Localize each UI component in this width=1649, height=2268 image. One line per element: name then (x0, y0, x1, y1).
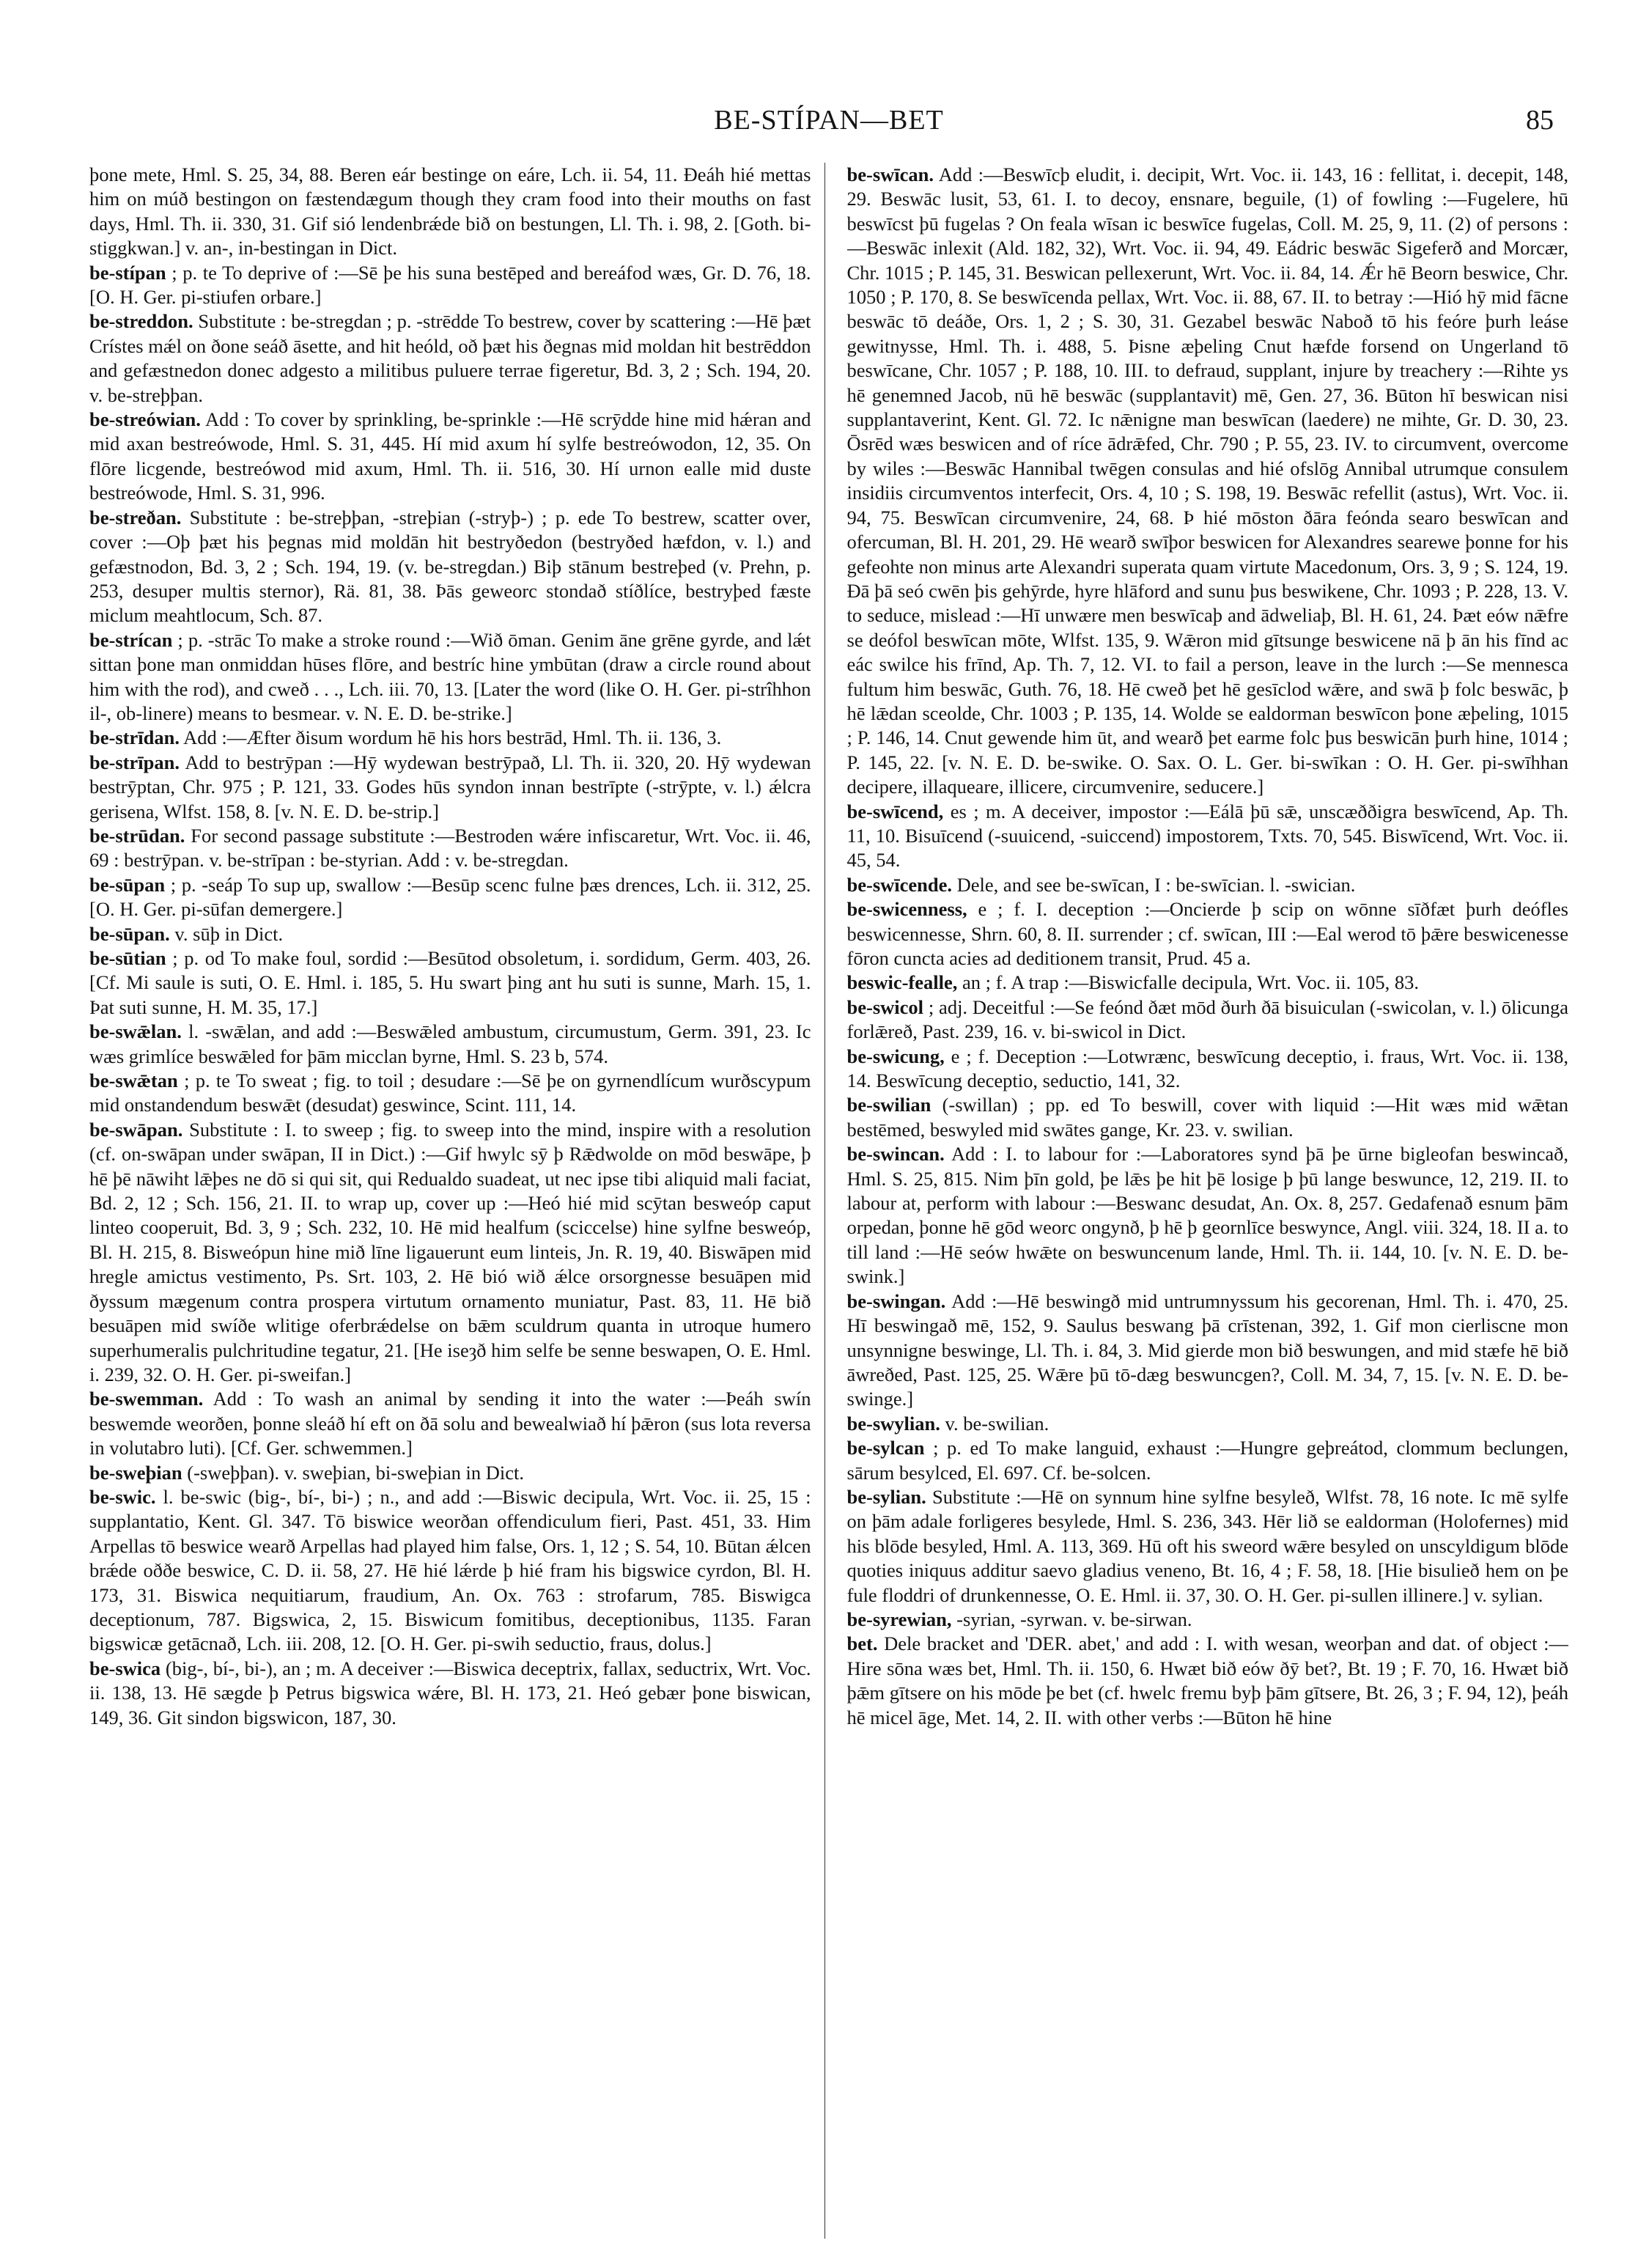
entry-headword: be-syrewian, (846, 1608, 952, 1630)
entry-headword: be-streðan. (89, 506, 182, 529)
entry-headword: beswic-fealle, (846, 971, 958, 994)
entry-text: Add : I. to labour for :—Laboratores synd þā þe ūrne bigleofan beswincað, Hml. S. 25, 815. Nim þīn gold, þe lǣs þe hit þē losige þ þū lange beswunce, 12, 219. II. to labour at, perform with labour :—Beswanc desudat, An. Ox. 8, 257. Gedafenað esnum þām orpedan, þonne hē gōd weorc ongynð, þ hē þ geornlīce beswynce, Angl. viii. 324, 18. II a. to till land :—Hē seów hwǣte on beswuncenum lande, Hml. Th. ii. 144, 10. [v. N. E. D. be-swink.] (846, 1143, 1568, 1288)
dictionary-entry (847, 1632, 1569, 1730)
entry-text: v. be-swilian. (945, 1412, 1049, 1435)
dictionary-entry (847, 1045, 1569, 1094)
dictionary-entry (89, 506, 811, 628)
entry-text: For second passage substitute :—Bestroden wǽre infiscaretur, Wrt. Voc. ii. 46, 69 : bestrȳpan. v. be-strīpan : be-styrian. Add : v. be-stregdan. (89, 824, 811, 872)
dictionary-entry (89, 628, 811, 726)
entry-text: Substitute : I. to sweep ; fig. to sweep into the mind, inspire with a resolution (cf. on-swāpan under swāpan, II in Dict.) :—Gif hwylc sȳ þ Rǣdwolde on mōd beswāpe, þ hē þē nāwiht lǣþes ne dō si qui sit, qui Redualdo suadeat, ut nec ipse tibi aliquid mali faciat, Bd. 2, 12 ; Sch. 156, 21. II. to wrap up, cover up :—Heó hié mid scȳtan besweóp caput linteo cooperuit, Bd. 3, 9 ; Sch. 232, 10. Hē mid healfum (sciccelse) hine sylfne besweóp, Bl. H. 215, 8. Bisweópun hine mið līne ligauerunt eum linteis, Jn. R. 19, 40. Biswāpen mid hregle amictus vestimento, Ps. Srt. 103, 2. Hē bió wið ǽlce orsorgnesse besuāpen mid ðyssum mægenum contra prospera virtutum ornamento muniatur, Past. 83, 11. Hē bið besuāpen mid swíðe wlitige oferbrǽdelse on bǣm sculdrum quanta in utroque humero superhumeralis pulchritudine tegatur, 21. [He iseȝð him selfe be senne beswapen, O. E. Hml. i. 239, 32. O. H. Ger. pi-sweifan.] (89, 1118, 811, 1385)
page-title: BE-STÍPAN—BET (714, 105, 944, 136)
dictionary-entry (89, 922, 811, 946)
entry-text: þone mete, Hml. S. 25, 34, 88. Beren eár bestinge on eáre, Lch. ii. 54, 11. Ðeáh hié mettas him on múð bestingon on fæstendægum though they cram food into their mouths on fast days, Hml. Th. ii. 330, 31. Gif sió lendenbrǽde bið on bestungen, Ll. Th. i. 98, 2. [Goth. bi-stiggkwan.] v. an-, in-bestingan in Dict. (89, 163, 811, 259)
dictionary-entry (89, 824, 811, 873)
entry-headword: be-swīcan. (846, 163, 934, 185)
entry-headword: be-swāpan. (89, 1118, 183, 1141)
entry-headword: bet. (846, 1632, 878, 1655)
dictionary-entry (89, 1657, 811, 1730)
dictionary-entry (847, 800, 1569, 873)
entry-headword: be-swic. (89, 1485, 156, 1508)
entry-text: Substitute : be-stregdan ; p. -strēdde To bestrew, cover by scattering :—Hē þæt Crístes mǽl on ðone seáð āsette, and hit heóld, oð þæt his ðegnas mid moldan hit bestrēddon and gefæstnedon donec adgesto a militibus puluere terrae figeretur, Bd. 3, 2 ; Sch. 194, 20. v. be-strеþþan. (89, 310, 811, 406)
entry-text: ; p. -seáp To sup up, swallow :—Besūp scenc fulne þæs drences, Lch. ii. 312, 25. [O. H. Ger. pi-sūfan demergere.] (89, 873, 811, 921)
entry-text: ; p. -strāc To make a stroke round :—Wið ōman. Genim āne grēne gyrde, and lǽt sittan þone man onmiddan hūses flōre, and bestríc hine ymbūtan (draw a circle round about him with the rod), and cweð . . ., Lch. iii. 70, 13. [Later the word (like O. H. Ger. pi-strîhhon il-, ob-linere) means to besmear. v. N. E. D. be-strike.] (89, 628, 811, 724)
entry-headword: be-streówian. (89, 408, 201, 431)
dictionary-entry (847, 897, 1569, 971)
entry-headword: be-sweþian (89, 1461, 182, 1484)
entry-text: ; p. te To sweat ; fig. to toil ; desudare :—Sē þe on gyrnendlícum wurðscypum mid onstandendum beswǣt (desudat) geswince, Scint. 111, 14. (89, 1069, 811, 1116)
entry-text: e ; f. Deception :—Lotwrænc, beswīcung deceptio, i. fraus, Wrt. Voc. ii. 138, 14. Beswīcung deceptio, seductio, 141, 32. (846, 1045, 1568, 1092)
entry-headword: be-swingan. (846, 1289, 946, 1312)
entry-text: (-sweþþan). v. sweþian, bi-sweþian in Dict. (187, 1461, 524, 1484)
dictionary-entry (89, 163, 811, 261)
dictionary-entry (847, 1436, 1569, 1485)
dictionary-entry (847, 873, 1569, 897)
text-columns (89, 163, 1568, 2239)
dictionary-entry (847, 1608, 1569, 1632)
entry-headword: be-swicol (846, 995, 924, 1018)
dictionary-entry (847, 1412, 1569, 1436)
dictionary-entry (89, 309, 811, 408)
entry-headword: be-strīpan. (89, 751, 180, 773)
entry-text: Dele bracket and 'DER. abet,' and add : I. with wesan, weorþan and dat. of object :—Hire sōna wæs bet, Hml. Th. ii. 150, 6. Hwæt bið eów ðȳ bet?, Bt. 19 ; F. 70, 16. Hwæt bið þǣm gītsere on his mōde þe bet (cf. hwelc fremu byþ þām gītsere, Bt. 26, 3 ; F. 94, 12), þeáh hē micel āge, Met. 14, 2. II. with other verbs :—Būton hē hine (846, 1632, 1568, 1728)
entry-text: Substitute : be-streþþan, -strеþian (-stryþ-) ; p. ede To bestrew, scatter over, cover :—Oþ þæt his þegnas mid moldān hit bestryðedon (bestryðed hæfdon, v. l.) and gefæstnodon, Bd. 3, 2 ; Sch. 194, 19. (v. be-stregdan.) Biþ stānum bestreþed (v. Prehn, p. 253, desuper multis sternor), Rä. 81, 38. Þās geweorc stondað stíðlíce, bestryþed fæste miclum meahtlocum, Sch. 87. (89, 506, 811, 627)
dictionary-entry (89, 751, 811, 824)
entry-headword: be-sūpan. (89, 922, 170, 945)
dictionary-entry (89, 1461, 811, 1485)
entry-headword: be-stípan (89, 261, 166, 284)
entry-text: Add :—Beswīcþ eludit, i. decipit, Wrt. Voc. ii. 143, 16 : fellitat, i. decepit, 148, 29. Beswāc lusit, 53, 61. I. to decoy, ensnare, beguile, (1) of fowling :—Fugelere, hū beswīcst þū fugelas ? On feala wīsan ic beswīce fugelas, Coll. M. 25, 9, 11. (2) of persons :—Beswāc inlexit (Ald. 182, 32), Wrt. Voc. ii. 94, 49. Eádric beswāc Sigeferð and Morcær, Chr. 1015 ; P. 145, 31. Beswican pellexerunt, Wrt. Voc. ii. 84, 14. Ǽr hē Beorn beswice, Chr. 1050 ; P. 170, 8. Se beswīcenda pellax, Wrt. Voc. ii. 88, 67. II. to betray :—Hió hȳ mid fācne beswāc tō deáðe, Ors. 1, 2 ; S. 30, 31. Gezabel beswāc Naboð tō his feóre þurh leáse gewitnysse, Hml. Th. i. 488, 5. Þisne æþeling Cnut hæfde forsend on Ungerland tō beswīcane, Chr. 1057 ; P. 188, 10. III. to defraud, supplant, injure by treachery :—Rihte ys hē genemned Jacob, nū hē beswāc (supplantavit) mē, Gen. 27, 36. Būton hī beswican nisi supplantaverint, Kent. Gl. 72. Ic nǣnigne man beswīcan (laedere) ne mihte, Gr. D. 30, 23. Ōsrēd wæs beswicen and of ríce ādrǣfed, Chr. 790 ; P. 55, 23. IV. to circumvent, overcome by wiles :—Beswāc Hannibal twēgen consulas and hié ofslōg Annibal utrumque consulem insidiis circumventos interfecit, Ors. 4, 10 ; S. 198, 19. Beswāc refellit (astus), Wrt. Voc. ii. 94, 75. Beswīcan circumvenire, 24, 68. Þ hié mōston ðāra feónda searo beswīcan and ofercuman, Bl. H. 201, 29. Hē wearð swīþor beswicen for Alexandres searewe þonne for his gefeohte non minus arte Alexandri superata quam virtute Macedonum, Ors. 3, 9 ; S. 124, 19. Ðā þā seó cwēn þis gehȳrde, hyre hlāford and sunu þus beswikene, Chr. 1093 ; P. 228, 13. V. to seduce, mislead :—Hī unwære men beswīcaþ and ādwelіaþ, Bl. H. 61, 24. Þæt eów nǣfre se deófol beswīcan mōte, Wlfst. 135, 9. Wǣron mid gītsunge beswicene nā þ ān his fīnd ac eác swilce his frīnd, Ap. Th. 7, 12. VI. to fail a person, leave in the lurch :—Se mennesca fultum him beswāc, Guth. 76, 18. Hē cweð þet hē gesīclod wǣre, and swā þ folc beswāc, þ hē lǣdan sceolde, Chr. 1003 ; P. 135, 14. Wolde se ealdorman beswīcon þone æþeling, 1015 ; P. 146, 14. Cnut gewende him ūt, and wearð þet earme folc þus beswicān þurh hine, 1014 ; P. 145, 22. [v. N. E. D. be-swike. O. Sax. O. L. Ger. bi-swīkan : O. H. Ger. pi-swīhhan decipere, illaqueare, illicere, circumvenire, seducere.] (846, 163, 1568, 798)
entry-headword: be-sūtian (89, 947, 166, 969)
entry-headword: be-swilian (846, 1094, 932, 1116)
entry-headword: be-streddon. (89, 310, 193, 333)
dictionary-entry (89, 726, 811, 750)
entry-text: Add :—Hē beswingð mid untrumnyssum his gecorenan, Hml. Th. i. 470, 25. Hī beswingað mē, 152, 9. Saulus beswang þā crīstenan, 392, 1. Gif mon cierliscne mon unsynnigne beswinge, Ll. Th. i. 84, 3. Mid gierde mon bið beswungen, and mid stæfe hē bið āwreðed, Past. 125, 25. Wǣre þū tō-dæg beswuncgen?, Coll. M. 34, 7, 15. [v. N. E. D. be-swinge.] (846, 1289, 1568, 1410)
running-head (89, 104, 1568, 148)
entry-headword: be-swǣtan (89, 1069, 178, 1092)
dictionary-entry (89, 1387, 811, 1460)
left-column (89, 163, 825, 2239)
entry-headword: be-sylian. (846, 1485, 926, 1508)
entry-text: e ; f. I. deception :—Oncierde þ scip on wōnne sīðfæt þurh deófles beswicennesse, Shrn. 60, 8. II. surrender ; cf. swīcan, III :—Eal werod tō þǣre beswicenesse fōron cuncta acies ad deditionem transit, Prud. 45 a. (846, 898, 1568, 969)
entry-text: (-swillan) ; pp. ed To beswill, cover with liquid :—Hit wæs mid wǣtan bestēmed, beswyled mid swātes gange, Kr. 23. v. swilian. (846, 1094, 1568, 1141)
entry-headword: be-swemman. (89, 1388, 204, 1410)
entry-headword: be-swica (89, 1657, 161, 1679)
entry-headword: be-strícan (89, 628, 173, 651)
entry-text: Add :—Æfter ðisum wordum hē his hors bestrād, Hml. Th. ii. 136, 3. (183, 726, 722, 749)
dictionary-entry (847, 1093, 1569, 1142)
entry-headword: be-swīcend, (846, 800, 944, 822)
entry-text: Add : To wash an animal by sending it into the water :—Þeáh swín beswemde weorðen, þonne sleáð hí eft on ðā solu and bewealwiað hí þǣron (sus lota reversa in volutabro luti). [Cf. Ger. schwemmen.] (89, 1388, 811, 1459)
dictionary-entry (847, 1142, 1569, 1289)
entry-text: Dele, and see be-swīcan, I : be-swīcian. l. -swician. (956, 873, 1356, 896)
entry-text: (big-, bí-, bi-), an ; m. A deceiver :—Biswica deceptrix, fallax, seductrix, Wrt. Voc. ii. 138, 13. Hē sægde þ Petrus bigswica wǽre, Bl. H. 173, 21. Heó gebær þone biswican, 149, 36. Git sindon bigswicon, 187, 30. (89, 1657, 811, 1728)
entry-text: v. sūþ in Dict. (174, 922, 284, 945)
entry-text: Add to bestrȳpan :—Hȳ wydewan bestrȳpað, Ll. Th. ii. 320, 20. Hȳ wydewan bestrȳptan, Chr. 975 ; P. 121, 33. Godes hūs syndon innan bestrīpte (-strȳpte, v. l.) ǽlcra gerisena, Wlfst. 158, 8. [v. N. E. D. be-strip.] (89, 751, 811, 822)
page-number: 85 (1526, 105, 1554, 136)
entry-text: ; p. te To deprive of :—Sē þe his suna bestēped and bereáfod wæs, Gr. D. 76, 18. [O. H. Ger. pi-stiufen orbare.] (89, 261, 811, 309)
entry-headword: be-strūdan. (89, 824, 185, 847)
dictionary-entry (89, 946, 811, 1020)
entry-headword: be-strīdan. (89, 726, 180, 749)
entry-headword: be-swīcende. (846, 873, 953, 896)
dictionary-entry (847, 163, 1569, 800)
entry-text: l. be-swic (big-, bí-, bi-) ; n., and add :—Biswic decipula, Wrt. Voc. ii. 25, 15 : supplantatio, Kent. Gl. 347. Tō biswice weorðan offendiculum fieri, Past. 451, 33. Him Arpellas tō beswice wearð Arpellas had played him false, Ors. 1, 12 ; S. 54, 10. Būtan ǽlcen brǽde oððe beswice, C. D. ii. 58, 27. Hē hié lǽrde þ hié fram his bigswice cyrdon, Bl. H. 173, 31. Biswica nequitiarum, fraudium, An. Ox. 763 : strofarum, 785. Biswigca deceptionum, 787. Bigswica, 2, 15. Biswicum fomitibus, deceptionibus, 1135. Faran bigswicæ getācnað, Lch. iii. 208, 12. [O. H. Ger. pi-swih seductio, fraus, dolus.] (89, 1485, 811, 1655)
entry-text: l. -swǣlan, and add :—Beswǣled ambustum, circumustum, Germ. 391, 23. Ic wæs grimlíce beswǣled for þām micclan byrne, Hml. S. 23 b, 574. (89, 1020, 811, 1067)
entry-text: ; p. od To make foul, sordid :—Besūtod obsoletum, i. sordidum, Germ. 403, 26. [Cf. Mi saule is suti, O. E. Hml. i. 185, 5. Hu swart þing ant hu suti is sunne, Marh. 15, 1. Þat suti sunne, H. M. 35, 17.] (89, 947, 811, 1018)
dictionary-entry (89, 873, 811, 922)
entry-headword: be-sylcan (846, 1437, 925, 1459)
dictionary-entry (89, 1069, 811, 1118)
entry-text: Add : To cover by sprinkling, be-sprinkle :—Hē scrȳdde hine mid hǽran and mid axan bestreówode, Hml. S. 31, 445. Hí mid axum hí sylfe bestreówodon, 12, 35. On flōre licgende, bestreówod mid axum, Hml. Th. ii. 516, 30. Hí urnon ealle mid duste bestreówode, Hml. S. 31, 996. (89, 408, 811, 504)
entry-text: ; adj. Deceitful :—Se feónd ðæt mōd ðurh ðā bisuiculan (-swicolan, v. l.) ōlicunga forlǣreð, Past. 239, 16. v. bi-swicol in Dict. (846, 995, 1568, 1043)
dictionary-entry (89, 1485, 811, 1657)
entry-text: Substitute :—Hē on synnum hine sylfne besyleð, Wlfst. 78, 16 note. Ic mē sylfe on þām adale forligeres besylede, Hml. S. 236, 343. Hēr lið se ealdorman (Holofernes) mid his blōde besyled, Hml. A. 113, 369. Hū oft his sweord wǣre besyled on unscyldigum blōde quoties iniquus additur saevo gladius veneno, Bt. 16, 4 ; F. 58, 18. [Hie bisulieð hem on þe fule floddri of drunkennesse, O. E. Hml. ii. 37, 30. O. H. Ger. pi-sullen illinere.] v. sylian. (846, 1485, 1568, 1606)
right-column (847, 163, 1569, 2239)
entry-headword: be-sūpan (89, 873, 166, 896)
entry-headword: be-swicung, (846, 1045, 945, 1067)
entry-text: ; p. ed To make languid, exhaust :—Hungre geþreátod, clommum beclungen, sārum besylced, El. 697. Cf. be-solcen. (846, 1437, 1568, 1484)
entry-headword: be-swylian. (846, 1412, 940, 1435)
dictionary-entry (89, 1118, 811, 1387)
dictionary-entry (847, 995, 1569, 1045)
dictionary-entry (89, 261, 811, 310)
dictionary-entry (89, 1020, 811, 1069)
entry-headword: be-swǣlan. (89, 1020, 182, 1043)
dictionary-entry (847, 971, 1569, 995)
entry-text: -syrian, -syrwan. v. be-sirwan. (956, 1608, 1192, 1630)
dictionary-entry (89, 408, 811, 506)
entry-text: an ; f. A trap :—Biswicfalle decipula, Wrt. Voc. ii. 105, 83. (962, 971, 1420, 994)
entry-headword: be-swincan. (846, 1143, 945, 1166)
dictionary-entry (847, 1289, 1569, 1412)
entry-text: es ; m. A deceiver, impostor :—Eálā þū sǣ, unscæððigra beswīcend, Ap. Th. 11, 10. Bisuīcend (-suuicend, -suiccend) impostorem, Txts. 70, 545. Biswīcend, Wrt. Voc. ii. 45, 54. (846, 800, 1568, 872)
dictionary-entry (847, 1485, 1569, 1608)
entry-headword: be-swicenness, (846, 898, 967, 921)
